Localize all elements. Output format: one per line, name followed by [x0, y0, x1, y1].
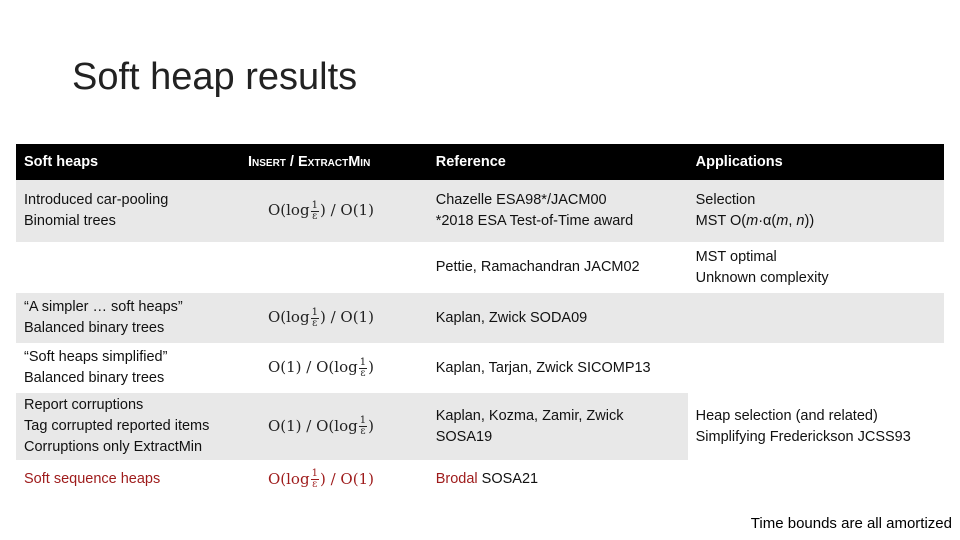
applications-cell	[688, 180, 944, 242]
application-line: Simplifying Frederickson JCSS93	[695, 428, 911, 445]
heap-cell	[16, 393, 240, 460]
reference-cell	[428, 460, 688, 499]
reference-line: Kaplan, Kozma, Zamir, Zwick SOSA19	[435, 407, 624, 445]
time-bound: O(log $\frac{1}{\varepsilon}$ ) / O(1)	[267, 468, 374, 490]
applications-cell-empty	[688, 293, 944, 343]
reference-venue: SOSA21	[481, 471, 539, 487]
bound-cell	[240, 460, 428, 499]
footnote: Time bounds are all amortized	[750, 515, 952, 532]
application-line: Unknown complexity	[695, 269, 829, 286]
heap-cell	[16, 293, 240, 343]
header-bounds-sep: /	[285, 153, 298, 170]
reference-cell	[428, 180, 688, 242]
time-bound: O(1) / O(log $\frac{1}{\varepsilon}$ )	[267, 415, 374, 437]
bound-cell-empty	[240, 242, 428, 293]
header-insert: Insert	[247, 153, 286, 170]
table-row-brodal	[16, 460, 944, 499]
heap-cell	[16, 460, 240, 499]
reference-cell	[428, 343, 688, 393]
heap-cell	[16, 180, 240, 242]
heap-line: Soft sequence heaps	[24, 471, 161, 487]
time-bound: O(1) / O(log $\frac{1}{\varepsilon}$ )	[267, 356, 374, 379]
reference-cell	[428, 242, 688, 293]
heap-line: Tag corrupted reported items	[24, 418, 210, 434]
header-time-bounds	[240, 144, 428, 180]
applications-cell	[688, 393, 944, 460]
bound-cell	[240, 180, 428, 242]
bound-cell	[240, 293, 428, 343]
heap-line: Balanced binary trees	[24, 320, 165, 336]
bound-cell	[240, 343, 428, 393]
heap-cell	[16, 343, 240, 393]
table-row-kaplan-kozma-zamir-zwick	[16, 393, 944, 460]
reference-line: Pettie, Ramachandran JACM02	[435, 259, 640, 275]
time-bound: O(log $\frac{1}{\varepsilon}$ ) / O(1)	[267, 199, 374, 222]
application-line: Heap selection (and related)	[695, 407, 878, 424]
reference-line: Kaplan, Zwick SODA09	[435, 309, 588, 326]
bound-cell	[240, 393, 428, 460]
heap-cell-empty	[16, 242, 240, 293]
applications-cell-empty	[688, 460, 944, 499]
applications-cell	[688, 242, 944, 293]
reference-line: *2018 ESA Test-of-Time award	[435, 213, 634, 229]
heap-line: Corruptions only ExtractMin	[24, 439, 203, 455]
application-line: Selection	[695, 192, 756, 208]
reference-cell	[428, 293, 688, 343]
soft-heap-results-table	[16, 144, 944, 499]
header-applications: Applications	[688, 144, 944, 180]
table-row-chazelle	[16, 180, 944, 242]
table-row-kaplan-tarjan-zwick	[16, 343, 944, 393]
heap-line: “A simpler … soft heaps”	[24, 299, 183, 315]
heap-line: Report corruptions	[24, 397, 144, 413]
header-reference: Reference	[428, 144, 688, 180]
heap-line: Binomial trees	[24, 213, 116, 229]
heap-line: “Soft heaps simplified”	[24, 349, 168, 365]
header-extractmin: ExtractMin	[298, 153, 371, 170]
table-row-kaplan-zwick	[16, 293, 944, 343]
heap-line: Introduced car-pooling	[24, 192, 169, 208]
slide-title: Soft heap results	[72, 56, 358, 98]
application-line: MST O(m·α(m, n))	[695, 213, 815, 229]
table-row-pettie	[16, 242, 944, 293]
reference-cell	[428, 393, 688, 460]
time-bound: O(log $\frac{1}{\varepsilon}$ ) / O(1)	[267, 306, 374, 329]
reference-author: Brodal	[435, 471, 478, 487]
applications-cell-empty	[688, 343, 944, 393]
application-line: MST optimal	[695, 248, 777, 265]
reference-line: Kaplan, Tarjan, Zwick SICOMP13	[435, 359, 651, 376]
header-soft-heaps: Soft heaps	[16, 144, 240, 180]
heap-line: Balanced binary trees	[24, 370, 165, 386]
table-header-row	[16, 144, 944, 180]
reference-line: Chazelle ESA98*/JACM00	[435, 192, 607, 208]
